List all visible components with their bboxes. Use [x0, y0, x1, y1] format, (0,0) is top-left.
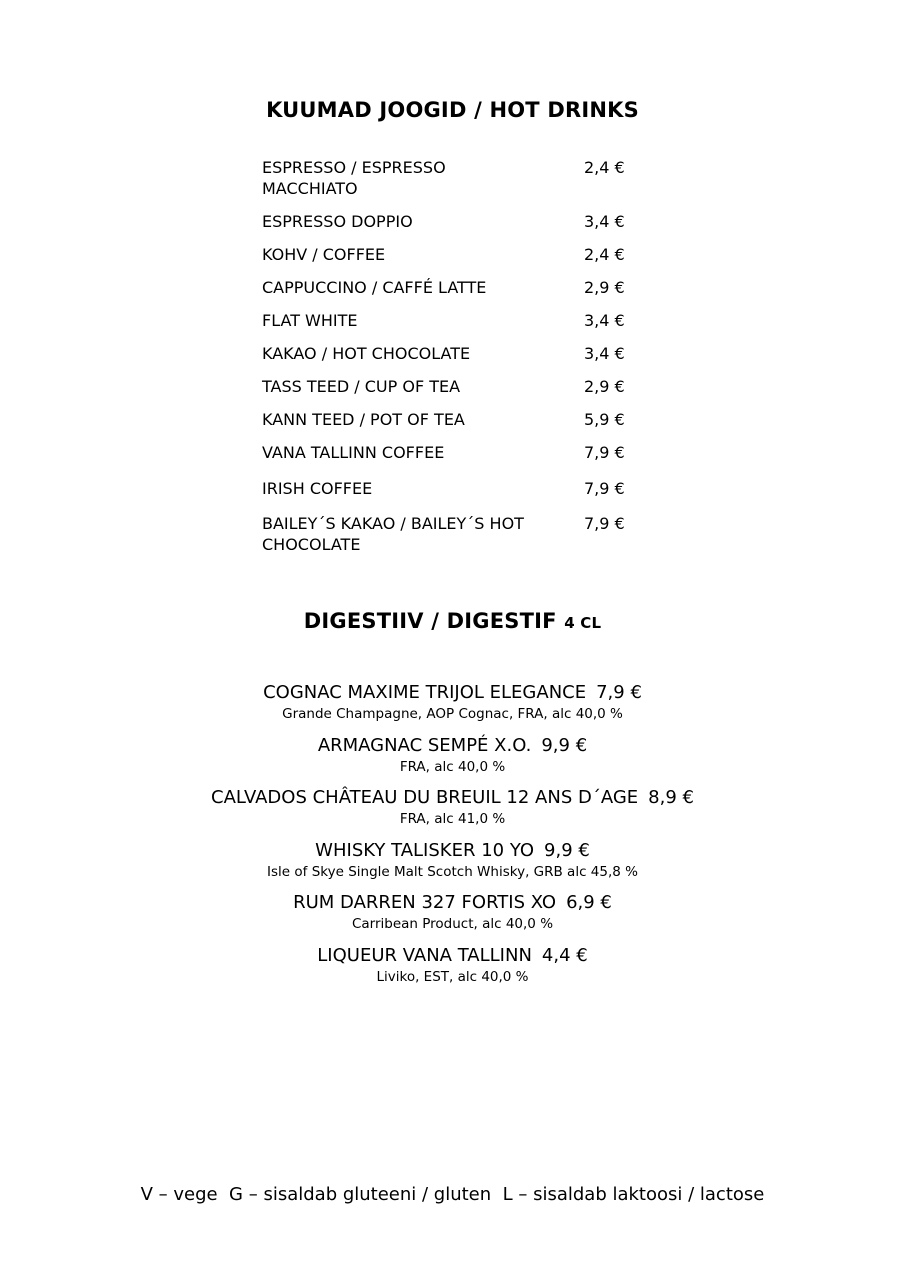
hot-drink-name: FLAT WHITE [262, 311, 358, 330]
hot-drink-price: 2,9 € [584, 278, 625, 297]
digestif-title [0, 609, 905, 633]
digestif-name: LIQUEUR VANA TALLINN [317, 944, 532, 966]
hot-drink-price: 7,9 € [584, 479, 625, 498]
digestif-item [0, 681, 905, 734]
digestif-name: ARMAGNAC SEMPÉ X.O. [317, 734, 532, 756]
digestif-title-size: 4 CL [564, 614, 602, 632]
hot-drink-name: TASS TEED / CUP OF TEA [262, 377, 461, 396]
hot-drinks-title-text: KUUMAD JOOGID / HOT DRINKS [266, 98, 639, 122]
hot-drink-item [262, 442, 682, 478]
hot-drink-price: 3,4 € [584, 311, 625, 330]
digestif-item-line [0, 891, 905, 915]
hot-drink-item [262, 343, 682, 376]
digestif-name: RUM DARREN 327 FORTIS XO [293, 892, 557, 913]
digestif-name: WHISKY TALISKER 10 YO [315, 839, 535, 861]
digestif-desc: Grande Champagne, AOP Cognac, FRA, alc 40,0 % [282, 706, 623, 722]
hot-drink-item [262, 376, 682, 409]
digestif-price: 7,9 € [596, 682, 642, 703]
digestif-name: CALVADOS CHÂTEAU DU BREUIL 12 ANS D´AGE [211, 787, 639, 808]
digestif-price: 9,9 € [541, 734, 588, 756]
digestif-item-line [0, 944, 905, 968]
digestif-price: 9,9 € [544, 839, 590, 861]
digestif-desc: FRA, alc 40,0 % [399, 758, 506, 775]
hot-drink-item [262, 409, 682, 442]
dietary-legend: V – vege G – sisaldab gluteeni / gluten L – sisaldab laktoosi / lactose [140, 1184, 765, 1205]
digestif-item-line [0, 734, 905, 758]
hot-drinks-title [0, 98, 905, 122]
digestif-desc: Carribean Product, alc 40,0 % [351, 916, 554, 932]
hot-drink-name: KAKAO / HOT CHOCOLATE [262, 344, 471, 363]
hot-drink-name: VANA TALLINN COFFEE [262, 443, 445, 462]
hot-drink-price: 3,4 € [584, 212, 625, 231]
hot-drink-price: 7,9 € [584, 514, 625, 533]
hot-drink-price: 7,9 € [584, 443, 625, 462]
hot-drink-name: KANN TEED / POT OF TEA [262, 410, 465, 429]
digestif-price: 8,9 € [648, 787, 694, 808]
hot-drinks-list [262, 157, 682, 555]
digestif-item-line [0, 681, 905, 705]
digestif-item [0, 944, 905, 997]
digestif-item [0, 786, 905, 839]
digestif-title-text: DIGESTIIV / DIGESTIF [303, 609, 557, 633]
digestif-desc: Liviko, EST, alc 40,0 % [376, 968, 529, 985]
digestif-item-line [0, 786, 905, 810]
hot-drink-item [262, 310, 682, 343]
hot-drink-name: ESPRESSO DOPPIO [262, 212, 413, 231]
hot-drink-name: KOHV / COFFEE [262, 245, 386, 264]
digestif-price: 6,9 € [566, 892, 612, 913]
hot-drink-price: 3,4 € [584, 344, 625, 363]
digestif-item [0, 839, 905, 892]
hot-drink-item [262, 478, 682, 513]
hot-drink-item [262, 513, 682, 555]
hot-drink-name: IRISH COFFEE [262, 479, 373, 498]
hot-drink-price: 2,4 € [584, 245, 625, 264]
digestif-item-line [0, 839, 905, 863]
hot-drink-name: CAPPUCCINO / CAFFÉ LATTE [262, 278, 487, 297]
digestif-item [0, 891, 905, 944]
hot-drink-item [262, 244, 682, 277]
hot-drink-name: ESPRESSO / ESPRESSO MACCHIATO [262, 158, 446, 198]
digestif-name: COGNAC MAXIME TRIJOL ELEGANCE [263, 682, 587, 703]
hot-drink-name: BAILEY´S KAKAO / BAILEY´S HOT CHOCOLATE [262, 514, 524, 554]
hot-drink-price: 5,9 € [584, 410, 625, 429]
digestif-desc: FRA, alc 41,0 % [399, 811, 506, 827]
hot-drink-price: 2,9 € [584, 377, 625, 396]
digestif-list [0, 681, 905, 996]
hot-drink-item [262, 211, 682, 244]
digestif-desc: Isle of Skye Single Malt Scotch Whisky, GRB alc 45,8 % [267, 863, 638, 880]
hot-drink-item [262, 277, 682, 310]
digestif-item [0, 734, 905, 787]
hot-drink-item [262, 157, 682, 198]
digestif-price: 4,4 € [541, 944, 588, 966]
hot-drink-price: 2,4 € [584, 158, 625, 177]
